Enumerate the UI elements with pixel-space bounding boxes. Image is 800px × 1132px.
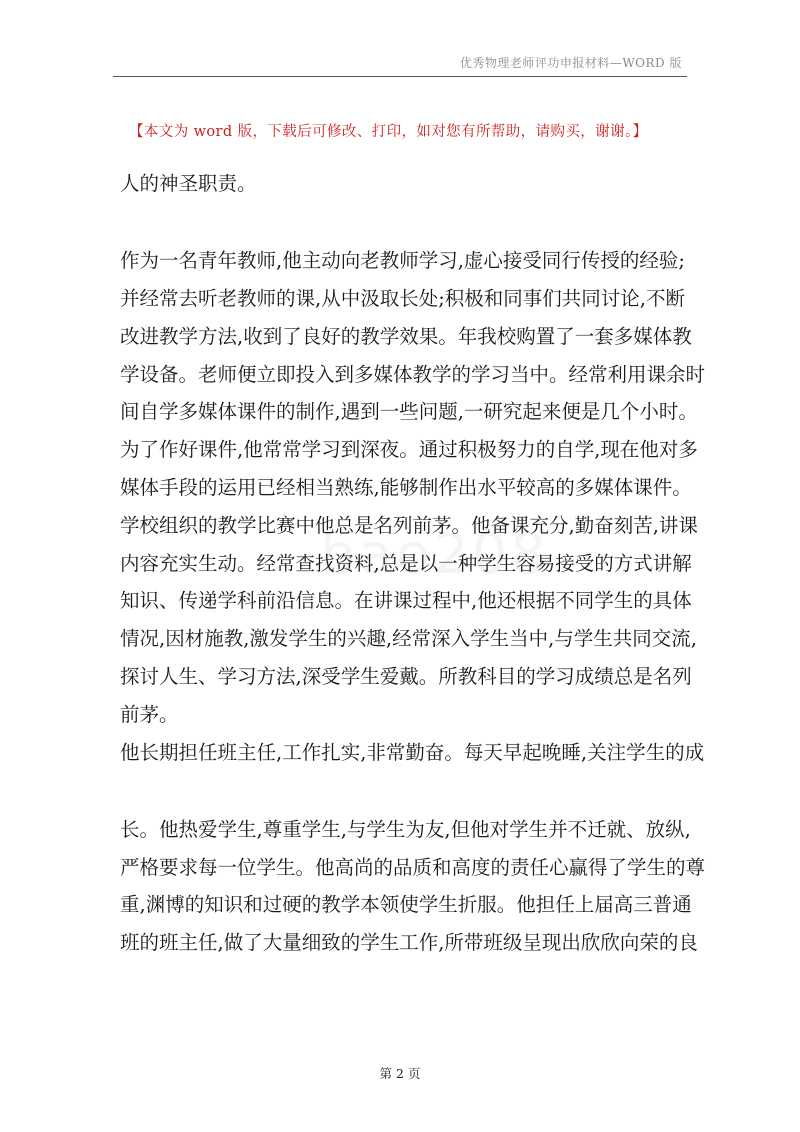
body-line: 班的班主任,做了大量细致的学生工作,所带班级呈现出欣欣向荣的良 — [120, 931, 698, 954]
body-line: 前茅。 — [120, 703, 179, 726]
purchase-notice: 【本文为 word 版，下载后可修改、打印，如对您有所帮助，请购买，谢谢。】 — [129, 124, 648, 140]
body-line: 学校组织的教学比赛中他总是名列前茅。他备课充分,勤奋刻苦,讲课 — [120, 514, 698, 537]
body-line: 作为一名青年教师,他主动向老教师学习,虚心接受同行传授的经验; — [120, 249, 685, 272]
body-line: 间自学多媒体课件的制作,遇到一些问题,一研究起来便是几个小时。 — [120, 400, 698, 423]
body-line: 改进教学方法,收到了良好的教学效果。年我校购置了一套多媒体教 — [120, 325, 692, 348]
page-number: 第 2 页 — [379, 1066, 421, 1081]
body-line: 重,渊博的知识和过硬的教学本领使学生折服。他担任上届高三普通 — [120, 893, 692, 916]
body-line: 人的神圣职责。 — [120, 172, 257, 195]
body-line: 严格要求每一位学生。他高尚的品质和高度的责任心赢得了学生的尊 — [120, 856, 706, 879]
running-header: 优秀物理老师评功申报材料—WORD 版 — [459, 56, 682, 70]
body-line: 为了作好课件,他常常学习到深夜。通过积极努力的自学,现在他对多 — [120, 438, 698, 461]
body-line: 媒体手段的运用已经相当熟练,能够制作出水平较高的多媒体课件。 — [120, 476, 692, 499]
body-line: 情况,因材施教,激发学生的兴趣,经常深入学生当中,与学生共同交流, — [120, 627, 697, 650]
body-line: 探讨人生、学习方法,深受学生爱戴。所教科目的学习成绩总是名列 — [120, 665, 692, 688]
header-rule — [113, 76, 687, 77]
body-line: 内容充实生动。经常查找资料,总是以一种学生容易接受的方式讲解 — [120, 552, 692, 575]
body-line: 学设备。老师便立即投入到多媒体教学的学习当中。经常利用课余时 — [120, 363, 706, 386]
body-line: 长。他热爱学生,尊重学生,与学生为友,但他对学生并不迁就、放纵, — [120, 818, 691, 841]
body-line: 他长期担任班主任,工作扎实,非常勤奋。每天早起晚睡,关注学生的成 — [120, 741, 705, 764]
body-line: 知识、传递学科前沿信息。在讲课过程中,他还根据不同学生的具体 — [120, 589, 692, 612]
body-line: 并经常去听老教师的课,从中汲取长处;积极和同事们共同讨论,不断 — [120, 287, 685, 310]
